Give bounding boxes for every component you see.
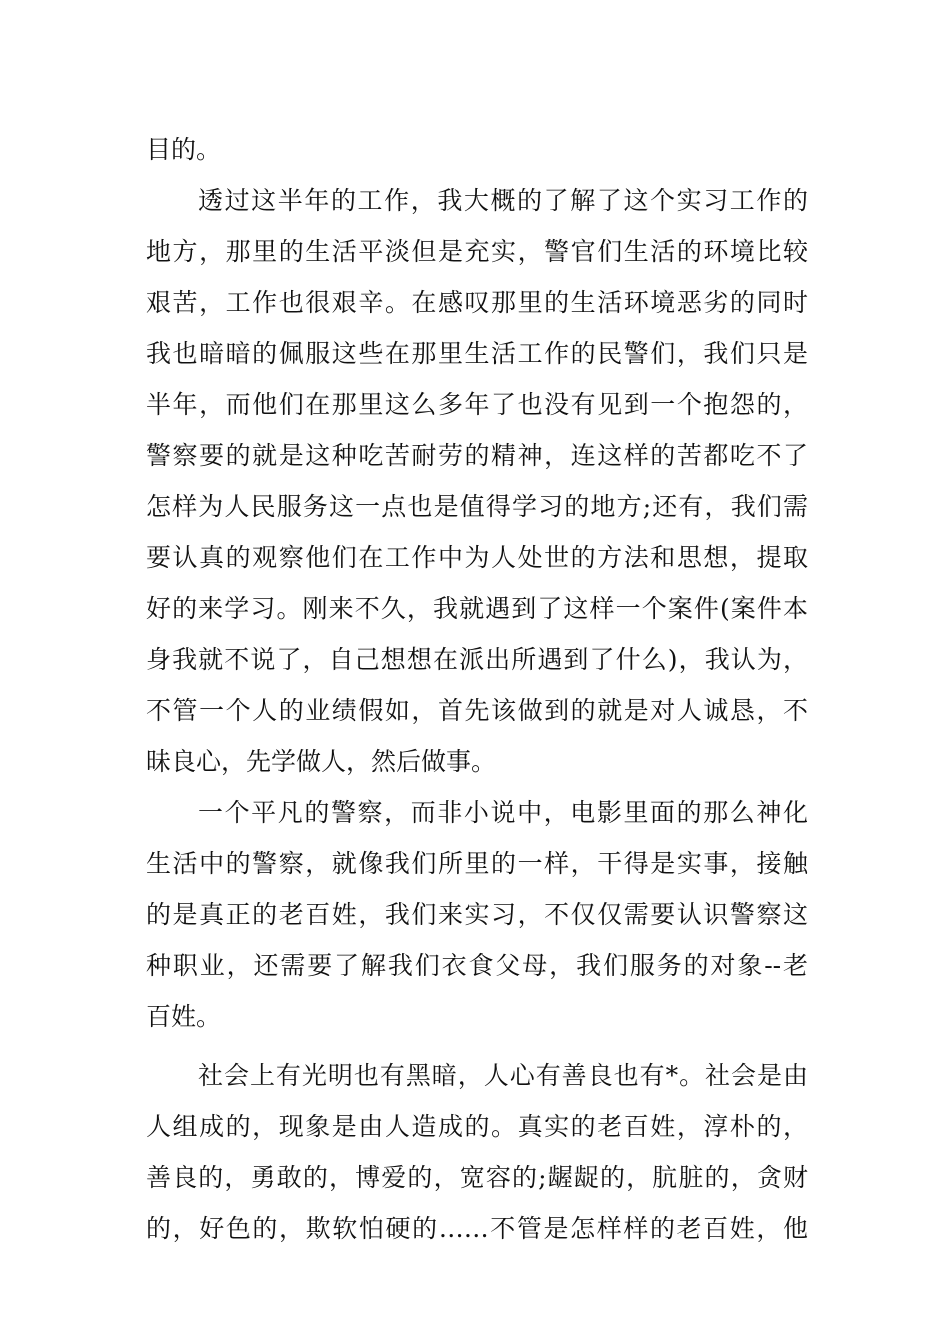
text-line: 昧良心，先学做人，然后做事。 bbox=[146, 747, 497, 776]
text-line: 身我就不说了，自己想想在派出所遇到了什么)，我认为， bbox=[146, 645, 808, 674]
text-line: 透过这半年的工作，我大概的了解了这个实习工作的 bbox=[198, 186, 808, 215]
paragraph-gap bbox=[146, 1042, 808, 1050]
text-line: 社会上有光明也有黑暗，人心有善良也有*。社会是由 bbox=[198, 1061, 808, 1090]
text-line: 善良的，勇敢的，博爱的，宽容的;龌龊的，肮脏的，贪财 bbox=[146, 1163, 808, 1192]
text-line: 要认真的观察他们在工作中为人处世的方法和思想，提取 bbox=[146, 543, 808, 572]
text-line: 百姓。 bbox=[146, 1002, 222, 1031]
text-line: 目的。 bbox=[146, 135, 222, 164]
text-line: 半年，而他们在那里这么多年了也没有见到一个抱怨的， bbox=[146, 390, 808, 419]
text-line: 的，好色的，欺软怕硬的……不管是怎样样的老百姓，他 bbox=[146, 1214, 808, 1243]
document-body bbox=[146, 124, 808, 1254]
text-line: 人组成的，现象是由人造成的。真实的老百姓，淳朴的， bbox=[146, 1112, 808, 1141]
text-line: 一个平凡的警察，而非小说中，电影里面的那么神化 bbox=[198, 798, 808, 827]
text-line: 警察要的就是这种吃苦耐劳的精神，连这样的苦都吃不了 bbox=[146, 441, 808, 470]
text-line: 怎样为人民服务这一点也是值得学习的地方;还有，我们需 bbox=[146, 492, 808, 521]
text-line: 生活中的警察，就像我们所里的一样，干得是实事，接触 bbox=[146, 849, 808, 878]
text-line: 好的来学习。刚来不久，我就遇到了这样一个案件(案件本 bbox=[146, 594, 808, 623]
text-line: 的是真正的老百姓，我们来实习，不仅仅需要认识警察这 bbox=[146, 900, 808, 929]
text-line: 地方，那里的生活平淡但是充实，警官们生活的环境比较 bbox=[146, 237, 808, 266]
text-line: 艰苦，工作也很艰辛。在感叹那里的生活环境恶劣的同时 bbox=[146, 288, 808, 317]
text-line: 种职业，还需要了解我们衣食父母，我们服务的对象--老 bbox=[146, 951, 808, 980]
text-line: 不管一个人的业绩假如，首先该做到的就是对人诚恳，不 bbox=[146, 696, 808, 725]
text-line: 我也暗暗的佩服这些在那里生活工作的民警们，我们只是 bbox=[146, 339, 808, 368]
